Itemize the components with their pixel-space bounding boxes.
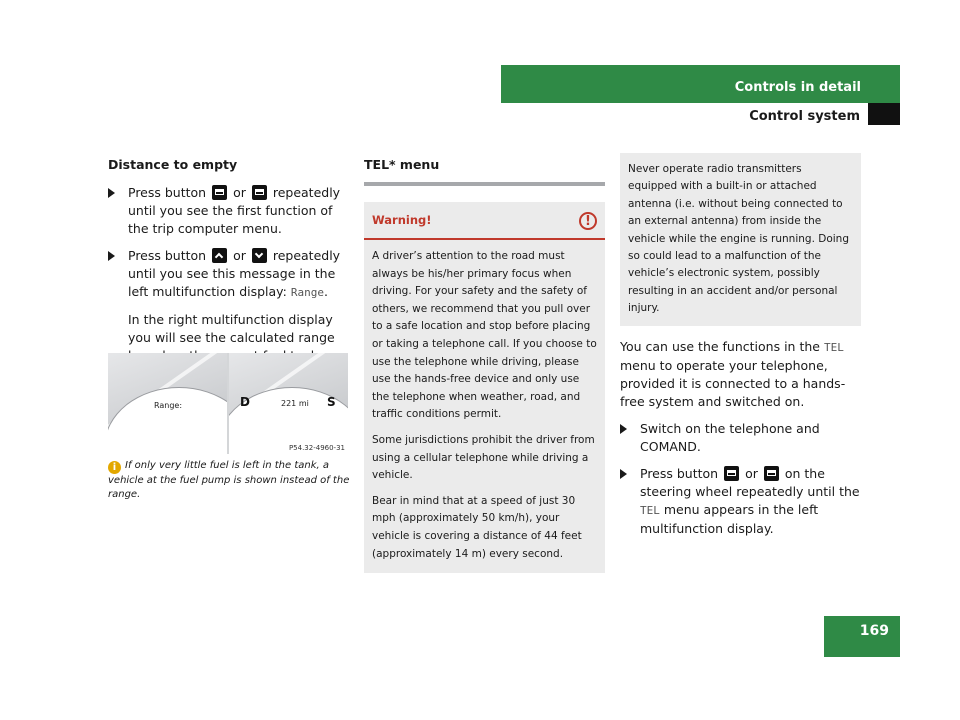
mode-indicator: S: [327, 395, 336, 409]
page-number-box: [824, 616, 900, 657]
distance-heading: Distance to empty: [108, 157, 238, 172]
warning-paragraph: Bear in mind that at a speed of just 30 mph (approximately 50 km/h), your vehicle is covering a distance of 44 feet (approximately 14 m) every second.: [372, 494, 582, 560]
menu-button-icon: [764, 466, 779, 481]
section-subtitle: Control system: [749, 109, 860, 124]
menu-button-icon: [724, 466, 739, 481]
left-display-dial: [108, 387, 227, 454]
left-bullet-1: Press button or repeatedly until you see the first function of the trip computer menu.: [108, 184, 348, 238]
warning-paragraph: Some jurisdictions prohibit the driver from using a cellular telephone while driving a vehicle.: [372, 433, 595, 482]
header-marker: [868, 103, 900, 125]
arrow-down-button-icon: [252, 248, 267, 263]
range-label: Range:: [154, 401, 183, 410]
caution-box: Never operate radio transmitters equipped with a built-in or attached antenna (i.e. without being connected to an external antenna) from inside the vehicle while the engine is running. Doing so could lead to a malfunction of the vehicle’s electronic system, possibly resulting in an accident and/or personal injury.: [620, 153, 861, 326]
warning-header: [364, 212, 605, 240]
warning-title: Warning!: [372, 213, 432, 228]
right-column: [620, 153, 861, 547]
header-band: [501, 65, 900, 103]
right-bullet-2: Press button or on the steering wheel repeatedly until the TEL menu appears in the left multifunction display.: [620, 465, 861, 538]
left-bullet-2: Press button or repeatedly until you see this message in the left multifunction display: Range.: [108, 247, 348, 302]
range-code: Range: [290, 286, 324, 299]
warning-paragraph: A driver’s attention to the road must always be his/her primary focus when driving. For your safety and the safety of others, we recommend that you pull over to a safe location and stop before placing or taking a telephone call. If you choose to use the telephone while driving, please use the hands-free device and only use the telephone when weather, road, and traffic conditions permit.: [372, 250, 597, 421]
tel-code: TEL: [640, 503, 660, 517]
right-display: [229, 353, 348, 454]
info-icon: i: [108, 461, 121, 474]
gear-indicator: D: [240, 395, 250, 409]
bullet-arrow-icon: [620, 424, 627, 434]
menu-button-icon: [212, 185, 227, 200]
bullet-arrow-icon: [620, 469, 627, 479]
bullet-arrow-icon: [108, 188, 115, 198]
middle-column: [364, 156, 605, 573]
bullet-arrow-icon: [108, 251, 115, 261]
tel-intro: You can use the functions in the TEL menu to operate your telephone, provided it is connected to a hands-free system and switched on.: [620, 338, 846, 409]
range-paragraph: In the right multifunction display you will see the calculated range: [128, 312, 335, 345]
tel-code: TEL: [823, 340, 844, 354]
section-title: Controls in detail: [734, 80, 861, 95]
display-figure: [108, 353, 348, 454]
tel-menu-heading: TEL* menu: [364, 157, 440, 172]
page-number: 169: [859, 623, 889, 639]
right-bullet-1: Switch on the telephone and COMAND.: [620, 420, 861, 456]
range-value: 221 mi: [281, 399, 309, 408]
left-display: [108, 353, 227, 454]
warning-icon: [579, 212, 597, 230]
info-note: i If only very little fuel is left in the tank, a vehicle at the fuel pump is shown instead of the range.: [108, 460, 350, 500]
warning-box: [364, 202, 605, 573]
figure-code: P54.32-4960-31: [288, 444, 345, 452]
arrow-up-button-icon: [212, 248, 227, 263]
section-rule: [364, 182, 605, 186]
menu-button-icon: [252, 185, 267, 200]
